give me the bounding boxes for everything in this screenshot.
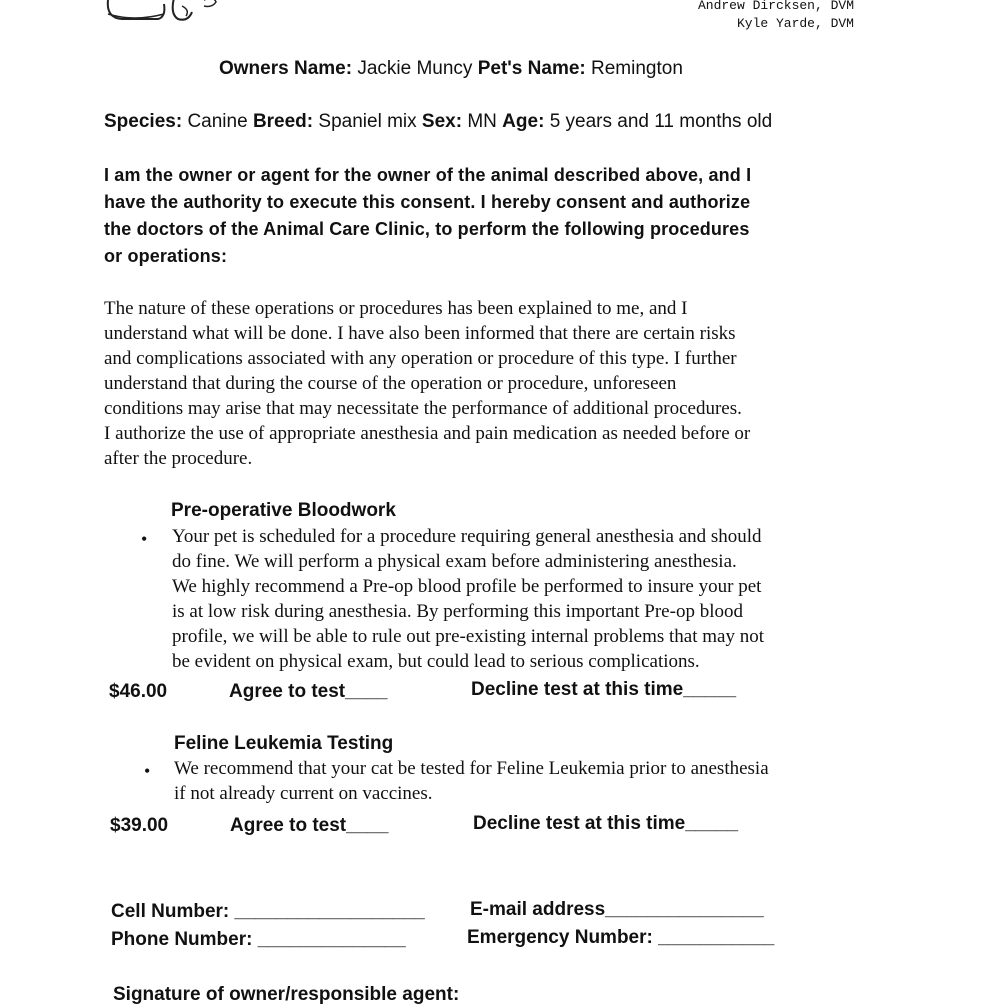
signature-label: Signature of owner/responsible agent: [113,984,460,1005]
pet-value: Remington [591,58,683,79]
species-label: Species: [104,111,183,132]
consent-line: I am the owner or agent for the owner of the animal described above, and I [104,165,752,185]
species-line [104,111,772,133]
bloodwork-line: Your pet is scheduled for a procedure requiring general anesthesia and should [172,526,762,547]
leukemia-price: $39.00 [110,815,169,836]
bloodwork-title: Pre-operative Bloodwork [171,500,396,521]
explanation-paragraph [104,296,894,471]
cell-number-field[interactable]: Cell Number: __________________ [111,901,425,922]
doctor-name: Andrew Dircksen, DVM [697,0,854,13]
bullet-dot: • [141,529,148,549]
explanation-line: The nature of these operations or procedures has been explained to me, and I [104,298,688,319]
email-field[interactable]: E-mail address_______________ [470,899,764,920]
breed-value: Spaniel mix [318,111,417,132]
leukemia-line: We recommend that your cat be tested for Feline Leukemia prior to anesthesia [174,758,769,779]
bloodwork-line: We highly recommend a Pre-op blood profile be performed to insure your pet [172,576,762,597]
leukemia-line: if not already current on vaccines. [174,783,433,804]
bloodwork-agree-field[interactable]: Agree to test____ [229,681,388,702]
sex-value: MN [467,111,497,132]
emergency-number-field[interactable]: Emergency Number: ___________ [467,927,775,948]
owner-label: Owners Name: [219,58,353,79]
explanation-line: I authorize the use of appropriate anesthesia and pain medication as needed before or [104,423,751,444]
explanation-line: and complications associated with any operation or procedure of this type. I further [104,348,737,369]
explanation-line: understand that during the course of the operation or procedure, unforeseen [104,373,677,394]
bloodwork-text [172,524,764,674]
phone-number-field[interactable]: Phone Number: ______________ [111,929,406,950]
bloodwork-line: is at low risk during anesthesia. By performing this important Pre-op blood [172,601,743,622]
owner-value: Jackie Muncy [357,58,473,79]
consent-statement [104,162,874,270]
leukemia-decline-field[interactable]: Decline test at this time_____ [473,813,739,834]
explanation-line: conditions may arise that may necessitate the performance of additional procedures. [104,398,742,419]
consent-line: have the authority to execute this consent. I hereby consent and authorize [104,192,751,212]
owner-pet-line [219,58,683,80]
clinic-logo [104,0,234,26]
consent-line: or operations: [104,246,228,266]
consent-line: the doctors of the Animal Care Clinic, to perform the following procedures [104,219,750,239]
leukemia-agree-field[interactable]: Agree to test____ [230,815,389,836]
bloodwork-line: do fine. We will perform a physical exam before administering anesthesia. [172,551,737,572]
explanation-line: understand what will be done. I have also been informed that there are certain risks [104,323,736,344]
bloodwork-line: profile, we will be able to rule out pre-existing internal problems that may not [172,626,765,647]
pet-label: Pet's Name: [477,58,586,79]
bloodwork-decline-field[interactable]: Decline test at this time_____ [471,679,737,700]
sex-label: Sex: [421,111,463,132]
bloodwork-price: $46.00 [109,681,168,702]
age-label: Age: [502,111,545,132]
leukemia-text [174,756,769,806]
age-value: 5 years and 11 months old [549,111,773,132]
doctor-name: Kyle Yarde, DVM [736,16,854,31]
leukemia-title: Feline Leukemia Testing [174,733,394,754]
species-value: Canine [187,111,248,132]
bloodwork-line: be evident on physical exam, but could lead to serious complications. [172,651,700,672]
breed-label: Breed: [252,111,314,132]
explanation-line: after the procedure. [104,448,253,469]
bullet-dot: • [144,761,151,781]
